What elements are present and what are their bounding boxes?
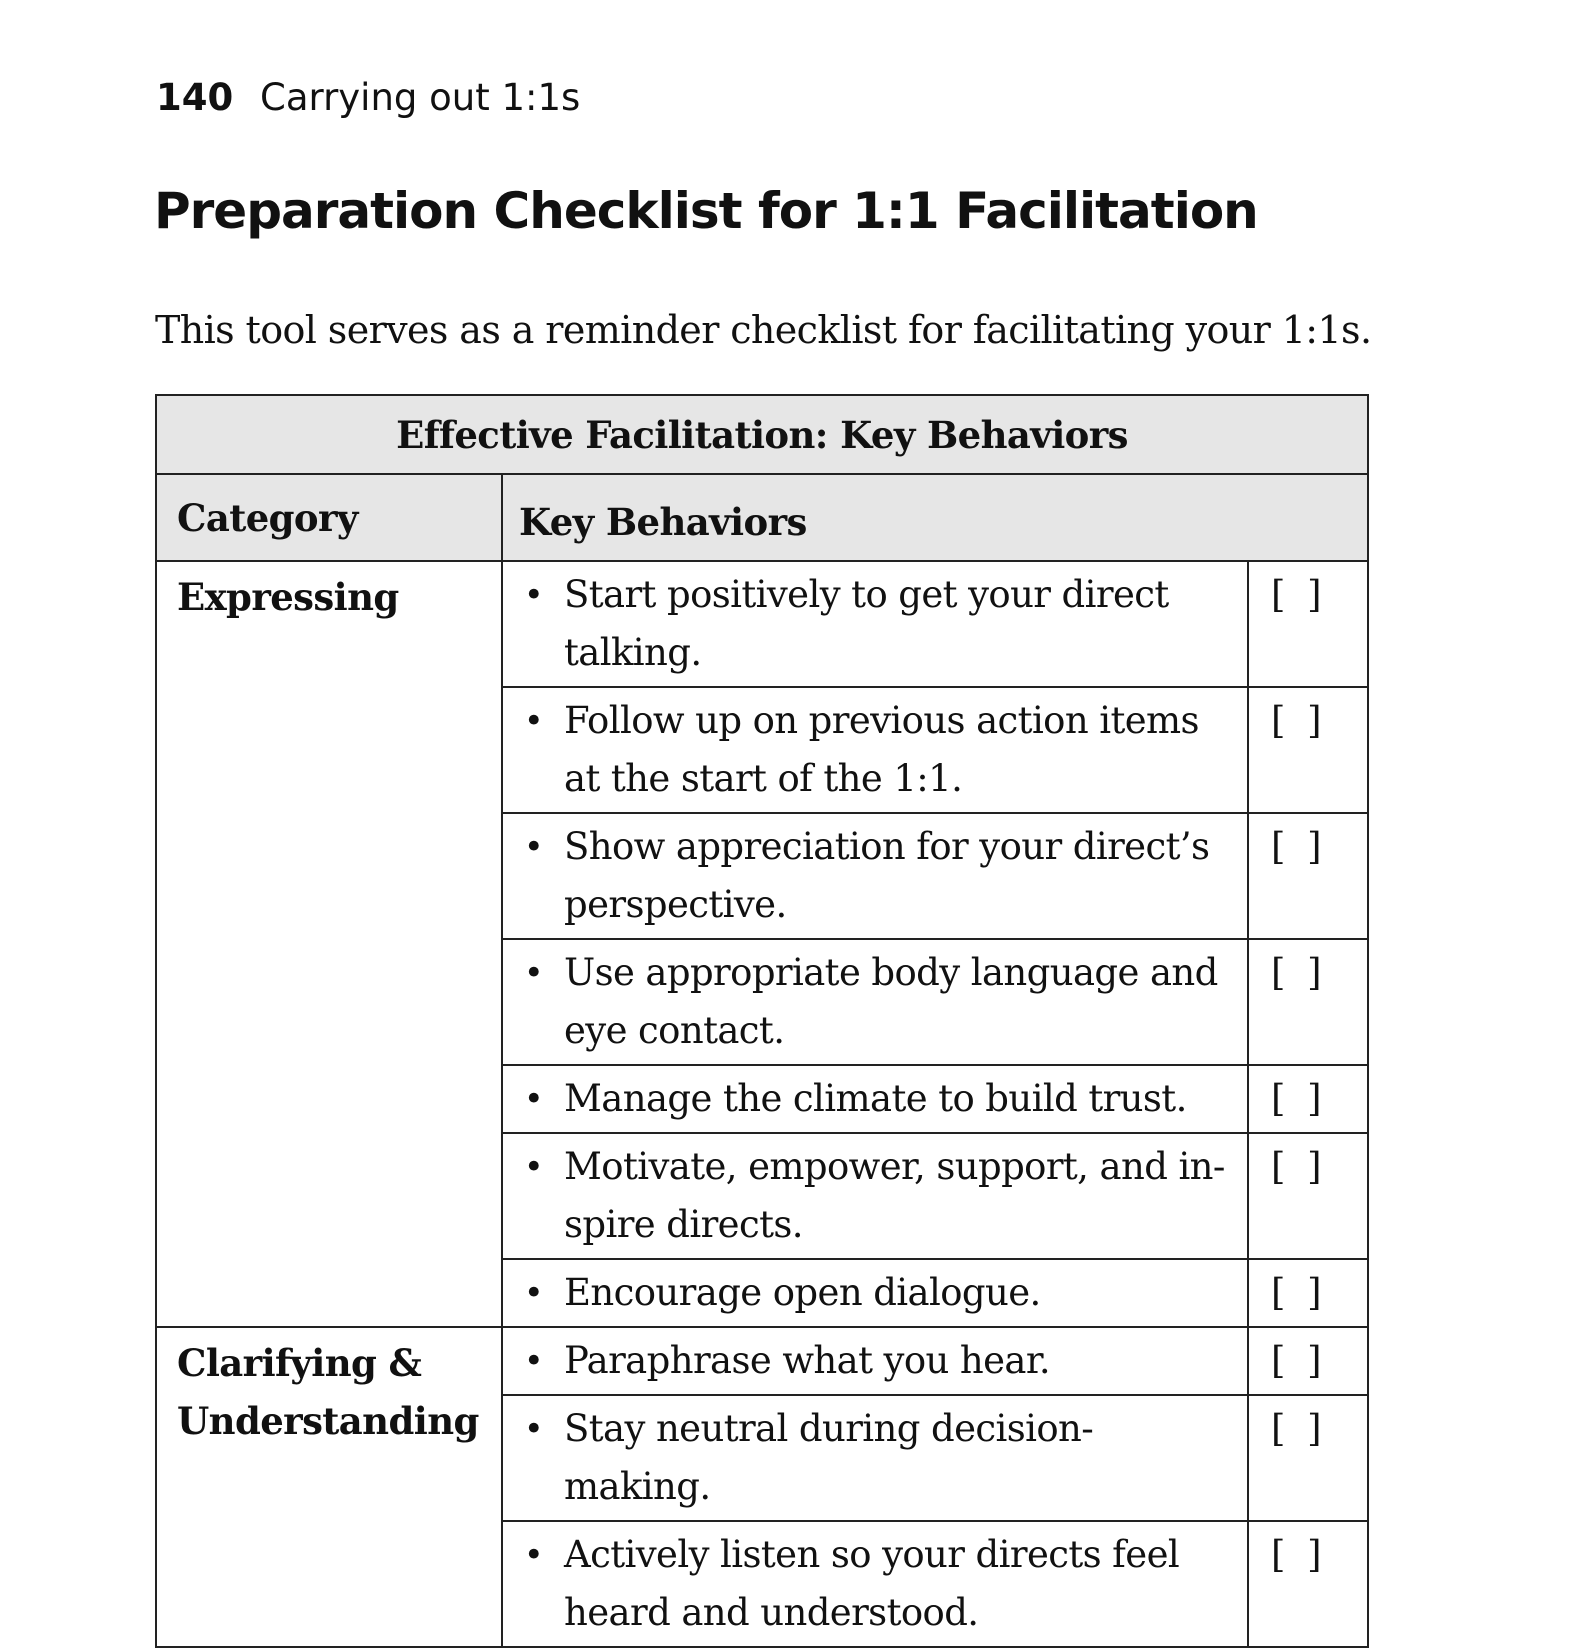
category-cell: Expressing [156, 561, 502, 1327]
behavior-cell [502, 813, 1248, 939]
intro-paragraph: This tool serves as a reminder checklist for facilitating your 1:1s. [155, 308, 1372, 352]
behavior-cell [502, 687, 1248, 813]
checkbox[interactable]: [ ] [1248, 813, 1368, 939]
behavior-cell [502, 1521, 1248, 1647]
behavior-text: Show appreciation for your direct’s perspective. [564, 825, 1210, 926]
checkbox[interactable]: [ ] [1248, 1259, 1368, 1327]
behavior-cell [502, 561, 1248, 687]
page-heading: Preparation Checklist for 1:1 Facilitation [154, 182, 1258, 240]
bullet-icon: • [523, 1147, 544, 1187]
checkbox[interactable]: [ ] [1248, 1133, 1368, 1259]
table-row [156, 1327, 1368, 1395]
chapter-title: Carrying out 1:1s [260, 76, 581, 119]
table-row [156, 561, 1368, 687]
behavior-text: Follow up on previous action items at the start of the 1:1. [564, 699, 1199, 800]
running-head [156, 74, 580, 122]
header-category: Category [156, 474, 502, 561]
checkbox[interactable]: [ ] [1248, 939, 1368, 1065]
bullet-icon: • [523, 1535, 544, 1575]
behavior-text: Use appropriate body language and eye contact. [564, 951, 1218, 1052]
checkbox[interactable]: [ ] [1248, 1521, 1368, 1647]
behavior-text: Encourage open dialogue. [564, 1271, 1041, 1314]
behavior-text: Paraphrase what you hear. [564, 1339, 1051, 1382]
behavior-text: Manage the climate to build trust. [564, 1077, 1187, 1120]
behavior-cell [502, 1259, 1248, 1327]
behavior-cell [502, 1065, 1248, 1133]
checkbox[interactable]: [ ] [1248, 1327, 1368, 1395]
behavior-cell [502, 1395, 1248, 1521]
behavior-cell [502, 939, 1248, 1065]
bullet-icon: • [523, 1273, 544, 1313]
checkbox[interactable]: [ ] [1248, 561, 1368, 687]
bullet-icon: • [523, 575, 544, 615]
table-title: Effective Facilitation: Key Behaviors [156, 395, 1368, 474]
behavior-text: Start positively to get your direct talking. [564, 573, 1169, 674]
behavior-cell [502, 1133, 1248, 1259]
behavior-text: Actively listen so your directs feel heard and understood. [564, 1533, 1180, 1634]
page-number: 140 [156, 76, 234, 119]
checklist-table [155, 394, 1369, 1648]
behavior-text: Motivate, empower, support, and in-spire directs. [564, 1145, 1225, 1246]
behavior-text: Stay neutral during decision-making. [564, 1407, 1094, 1508]
behavior-cell [502, 1327, 1248, 1395]
bullet-icon: • [523, 701, 544, 741]
checkbox[interactable]: [ ] [1248, 1395, 1368, 1521]
bullet-icon: • [523, 827, 544, 867]
category-cell: Clarifying & Understanding [156, 1327, 502, 1647]
bullet-icon: • [523, 1341, 544, 1381]
table-title-row [156, 395, 1368, 474]
bullet-icon: • [523, 1079, 544, 1119]
header-key-behaviors: Key Behaviors [502, 474, 1368, 561]
bullet-icon: • [523, 1409, 544, 1449]
checkbox[interactable]: [ ] [1248, 687, 1368, 813]
table-header-row [156, 474, 1368, 561]
checkbox[interactable]: [ ] [1248, 1065, 1368, 1133]
bullet-icon: • [523, 953, 544, 993]
